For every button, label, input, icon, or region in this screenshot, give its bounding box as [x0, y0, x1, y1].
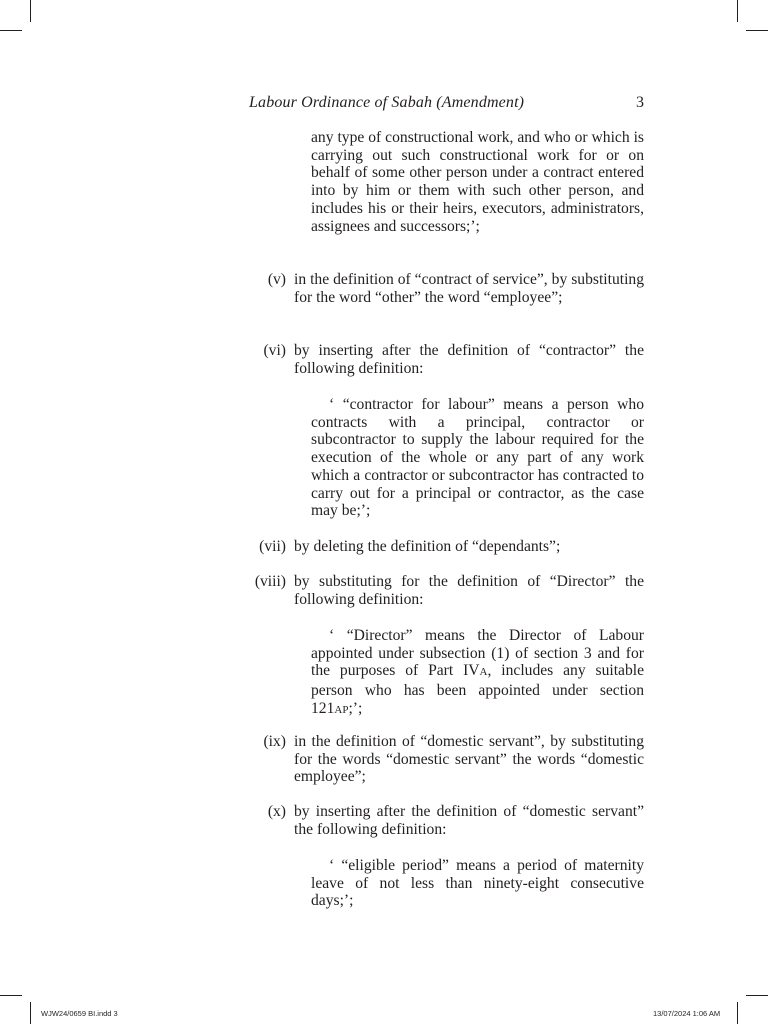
crop-mark: [30, 1002, 31, 1024]
crop-mark: [0, 995, 22, 996]
item-number-x: (x): [267, 803, 286, 820]
small-caps-a: A: [479, 666, 488, 679]
crop-mark: [0, 30, 22, 31]
item-text-viii: by substituting for the definition of “Director” the following definition:: [294, 573, 644, 608]
item-text-vi: by inserting after the definition of “contractor” the following definition:: [294, 342, 644, 377]
quote-part-b: , includes any suitable person who has been appointed under section 121: [311, 662, 644, 717]
crop-mark: [746, 30, 768, 31]
item-number-vi: (vi): [263, 342, 286, 359]
running-header: [249, 94, 644, 116]
crop-mark: [737, 0, 738, 22]
quote-part-c: ;’;: [348, 699, 363, 717]
slug-datetime: 13/07/2024 1:06 AM: [653, 1009, 721, 1018]
continuation-paragraph: any type of constructional work, and who or which is carrying out such constructional work for or on behalf of some other person under a contract entered into by him or them with such other person, and includes his or their heirs, executors, administrators, assignees and successors;’;: [311, 129, 644, 235]
item-number-v: (v): [267, 271, 286, 288]
page-number: 3: [636, 94, 644, 111]
item-text-vii: by deleting the definition of “dependants”;: [294, 538, 561, 555]
header-title: Labour Ordinance of Sabah (Amendment): [249, 94, 525, 111]
item-text-ix: in the definition of “domestic servant”, by substituting for the words “domestic servant” the words “domestic employee”;: [294, 733, 644, 786]
quoted-definition-director: [311, 627, 644, 720]
quoted-definition-eligible-period: ‘ “eligible period” means a period of maternity leave of not less than ninety-eight consecutive days;’;: [311, 857, 644, 910]
quoted-definition-contractor-for-labour: ‘ “contractor for labour” means a person who contracts with a principal, contractor or subcontractor to supply the labour required for the execution of the whole or any part of any work which a contractor or subcontractor has contracted to carry out for a principal or contractor, as the case may be;’;: [311, 396, 644, 520]
crop-mark: [30, 0, 31, 22]
item-number-vii: (vii): [259, 538, 286, 555]
crop-mark: [737, 1002, 738, 1024]
crop-mark: [746, 995, 768, 996]
item-text-x: by inserting after the definition of “domestic servant” the following definition:: [294, 803, 644, 838]
item-number-ix: (ix): [263, 733, 286, 750]
slug-filename: WJW24/0659 BI.indd 3: [41, 1009, 118, 1018]
item-number-viii: (viii): [254, 573, 286, 590]
small-caps-ap: AP: [334, 703, 349, 716]
item-text-v: in the definition of “contract of service”, by substituting for the word “other” the word “employee”;: [294, 271, 644, 306]
quote-part-a: ‘ “Director” means the Director of Labour appointed under subsection (1) of section 3 and for the purposes of Part IV: [311, 627, 644, 680]
